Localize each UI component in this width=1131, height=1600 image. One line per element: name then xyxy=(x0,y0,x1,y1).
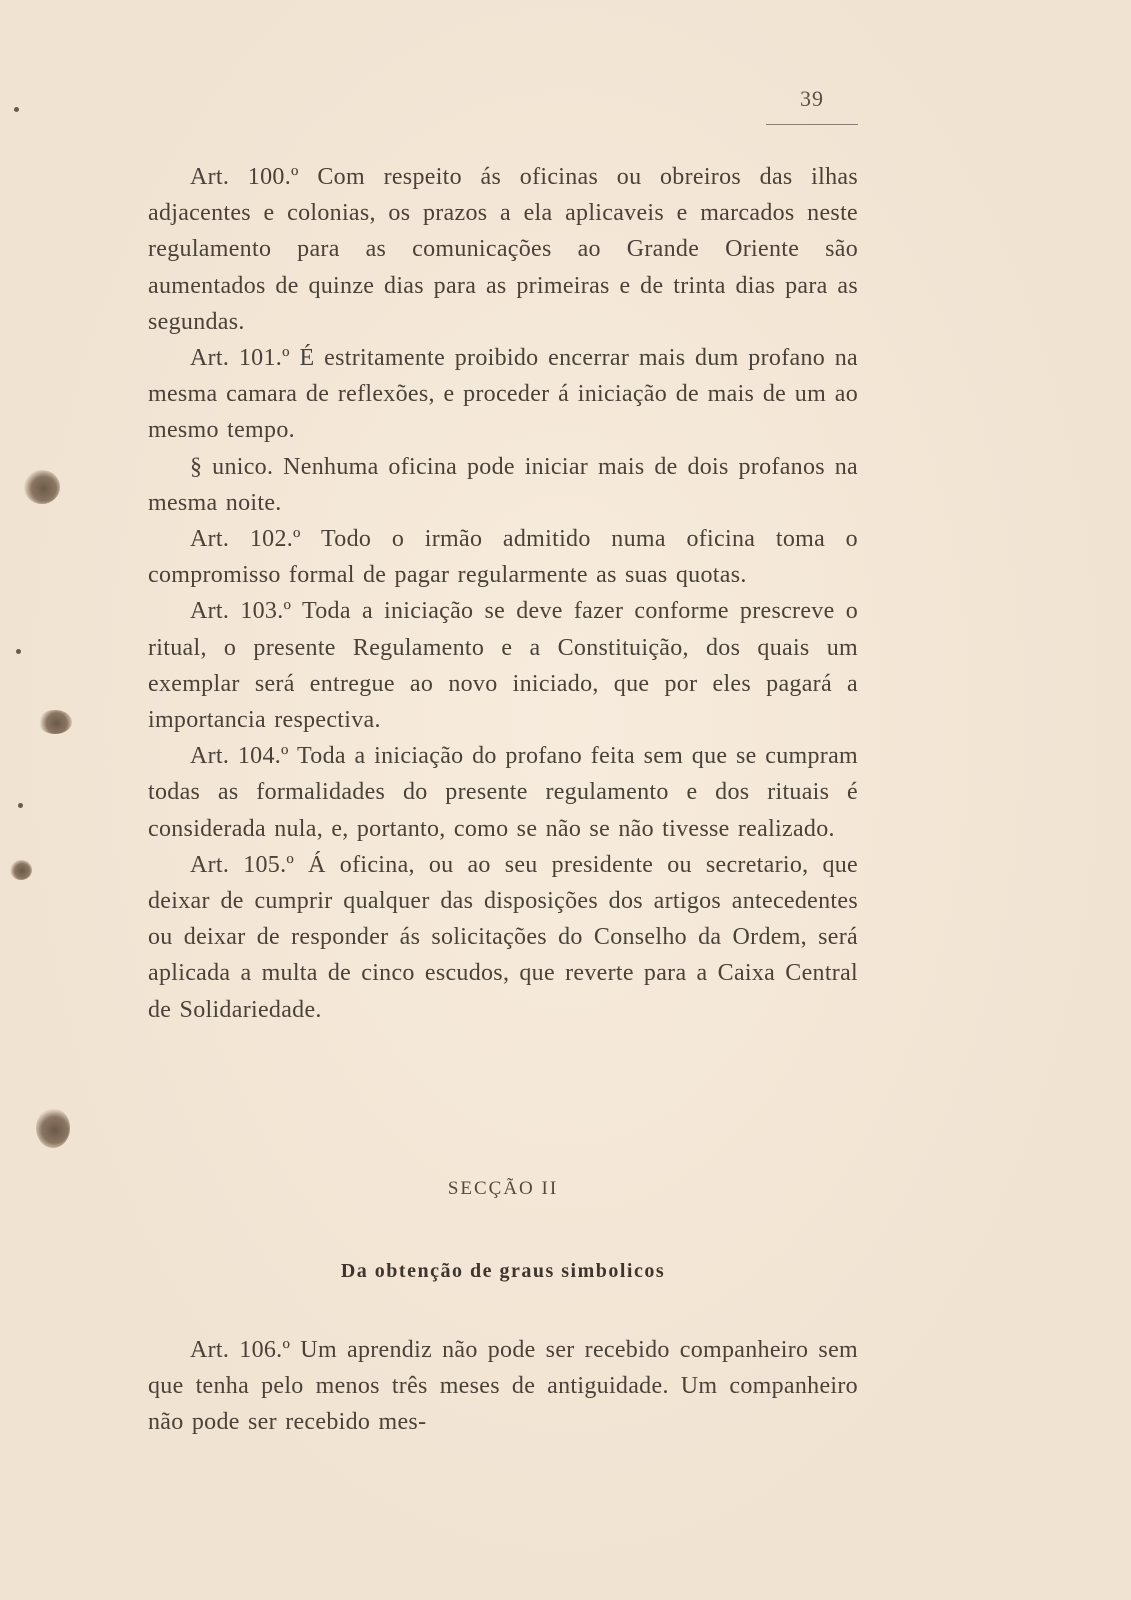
article-101-paragraph: § unico. Nenhuma oficina pode iniciar mais de dois profanos na mesma noite. xyxy=(148,453,858,516)
binding-hole-mark xyxy=(10,860,32,880)
section-articles-block xyxy=(148,1332,858,1441)
article-105: Art. 105.º Á oficina, ou ao seu presidente ou secretario, que deixar de cumprir qualquer das disposições dos artigos antecedentes ou deixar de responder ás solicitações do Conselho da Ordem, será aplicada a multa de cinco escudos, que reverte para a Caixa Central de Solidariedade. xyxy=(148,851,858,1023)
paper-blemish xyxy=(18,803,23,808)
article-103: Art. 103.º Toda a iniciação se deve fazer conforme prescreve o ritual, o presente Regulamento e a Constituição, dos quais um exemplar será entregue ao novo iniciado, que por eles pagará a importancia respectiva. xyxy=(148,598,858,734)
binding-hole-mark xyxy=(36,1108,70,1148)
article-104: Art. 104.º Toda a iniciação do profano feita sem que se cumpram todas as formalidades do presente regulamento e dos rituais é considerada nula, e, portanto, como se não se não tivesse realizado. xyxy=(148,743,858,842)
binding-hole-mark xyxy=(24,470,60,504)
article-100: Art. 100.º Com respeito ás oficinas ou obreiros das ilhas adjacentes e colonias, os prazos a ela aplicaveis e marcados neste regulamento para as comunicações ao Grande Oriente são aumentados de quinze dias para as primeiras e de trinta dias para as segundas. xyxy=(148,164,858,335)
page-number: 39 xyxy=(800,86,824,111)
binding-hole-mark xyxy=(38,710,72,734)
article-101: Art. 101.º É estritamente proibido encerrar mais dum profano na mesma camara de reflexões, e proceder á iniciação de mais de um ao mesmo tempo. xyxy=(148,345,858,444)
section-heading: SECÇÃO II xyxy=(447,1178,559,1199)
article-106: Art. 106.º Um aprendiz não pode ser recebido companheiro sem que tenha pelo menos três meses de antiguidade. Um companheiro não pode ser recebido mes- xyxy=(148,1337,858,1436)
paper-blemish xyxy=(14,107,19,112)
articles-block xyxy=(148,159,858,1028)
page-number-rule xyxy=(766,124,858,125)
article-102: Art. 102.º Todo o irmão admitido numa oficina toma o compromisso formal de pagar regularmente as suas quotas. xyxy=(148,526,858,589)
paper-blemish xyxy=(16,649,21,654)
section-title: Da obtenção de graus simbolicos xyxy=(340,1260,666,1282)
